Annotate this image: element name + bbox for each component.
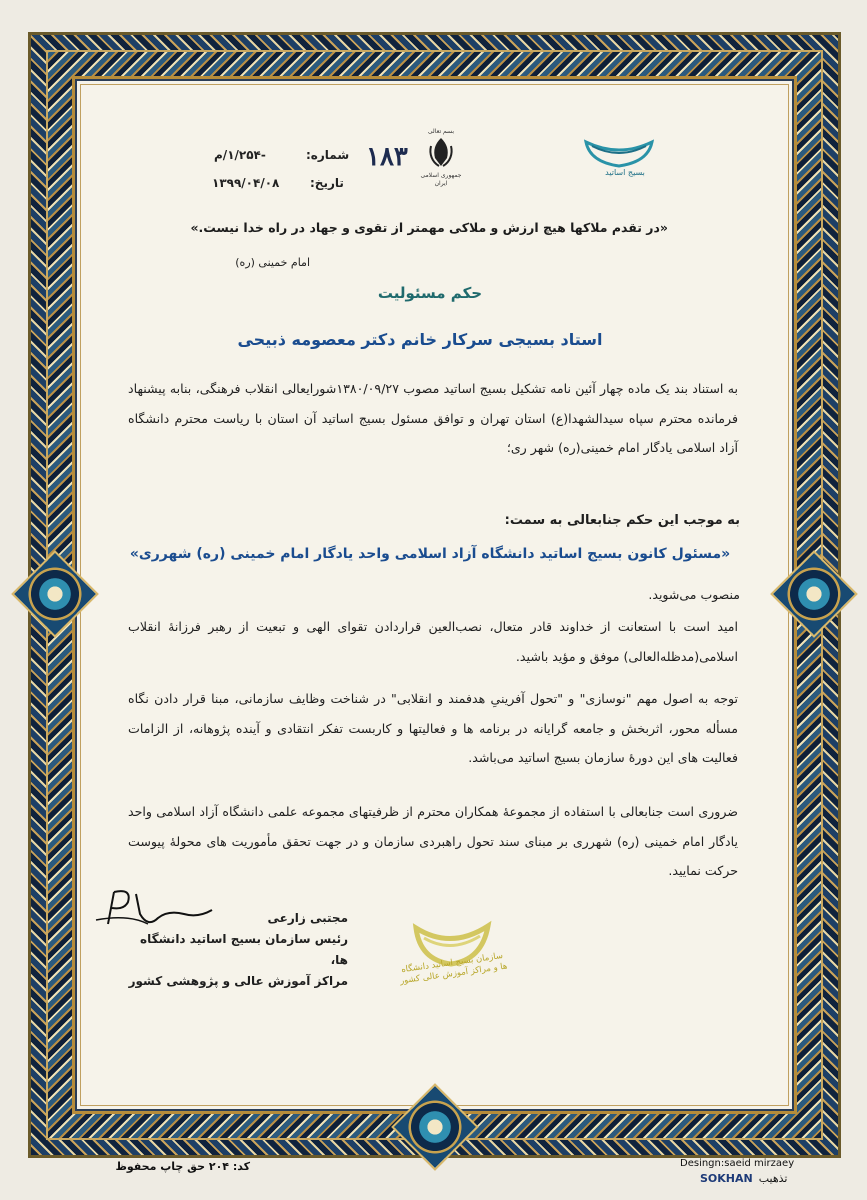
logo-caption: بسیج اساتید (605, 168, 645, 177)
certificate-title: حکم مسئولیت (377, 284, 483, 302)
quote-author: امام خمینی (ره) (235, 256, 310, 269)
signer-block (128, 908, 348, 992)
number-label: شماره: (306, 148, 350, 162)
date-label: تاریخ: (310, 176, 344, 190)
date-value: ۱۳۹۹/۰۴/۰۸ (212, 176, 280, 190)
basij-asatid-logo (582, 132, 656, 188)
emblem-bottom-text: جمهوری اسلامی ایران (420, 172, 462, 187)
signer-title-line2: مراکز آموزش عالی و پژوهشی کشور (128, 974, 348, 988)
appointee-name: استاد بسیجی سرکار خانم دکتر معصومه ذبیحی (237, 330, 603, 349)
signer-title-line1: رئیس سازمان بسیج اساتید دانشگاه ها، (140, 932, 348, 967)
footer-code: کد: ۲۰۴ حق چاپ محفوظ (115, 1160, 250, 1173)
footer-brand (700, 1172, 820, 1185)
opening-quote: «در تقدم ملاکها هیچ ارزش و ملاکی مهمتر از تقوی و جهاد در راه خدا نیست.» (190, 220, 668, 235)
basij-logo-icon (582, 132, 656, 188)
footer-designer: Desingn:saeid mirzaey (680, 1158, 795, 1169)
number-value: -۱/۲۵۴/م (214, 148, 266, 162)
body-paragraph-5: امید است با استعانت از خداوند قادر متعال، نصب‌العین قراردادن تقوای الهی و تبعیت از رهبر فرزانهٔ انقلاب اسلامی(مدظله‌العالی) موفق و مؤید باشید. (128, 619, 738, 664)
position-title: «مسئول کانون بسیج اساتید دانشگاه آزاد اسلامی واحد یادگار امام خمینی (ره) شهرری» (129, 546, 731, 562)
signer-name: مجتبی زارعی (267, 911, 348, 925)
iran-emblem-icon (426, 136, 456, 168)
iran-emblem (418, 128, 464, 190)
stamp-caption: سازمان بسیج اساتید دانشگاه ها و مراکز آموزش عالی کشور (399, 950, 509, 987)
body-paragraph-1: به استناد بند یک ماده چهار آئین نامه تشکیل بسیج اساتید مصوب ۱۳۸۰/۰۹/۲۷شورایعالی انقلاب فرهنگی، بنابه پیشنهاد فرمانده محترم سپاه سیدالشهدا(ع) استان تهران و توافق مسئول بسیج اساتید آن استان با ریاست محترم دانشگاه آزاد اسلامی یادگار امام خمینی(ره) شهر ری؛ (128, 381, 738, 455)
footer-brand-suffix: تذهیب (758, 1172, 788, 1185)
footer-brand-name: SOKHAN (700, 1172, 753, 1185)
body-paragraph-4: منصوب می‌شوید. (648, 587, 740, 602)
body-paragraph-6: توجه به اصول مهم "نوسازی" و "تحول آفرینیِ هدفمند و انقلابی" در شناخت وظایف سازمانی، مبنا قرار دادن نگاه مسأله محور، اثربخش و جامعه گرایانه در برنامه ها و فعالیتها و کاربست تفکر انتقادی و آینده پژوهانه، از الزامات فعالیت های این دورهٔ سازمان بسیج اساتید می‌باشد. (128, 691, 738, 765)
handwritten-number: ۱۸۳ (366, 142, 408, 172)
body-paragraph-7: ضروری است جنابعالی با استفاده از مجموعهٔ همکاران محترم از ظرفیتهای مجموعه علمی دانشگاه آزاد اسلامی واحد یادگار امام خمینی (ره) شهرری بر مبنای سند تحول راهبردی سازمان و در جهت تحقق مأموریت های محولهٔ پیوست حرکت نمایید. (128, 804, 738, 878)
body-paragraph-2: به موجب این حکم جنابعالی به سمت: (504, 513, 740, 528)
emblem-top-text: بسم تعالی (427, 128, 455, 135)
